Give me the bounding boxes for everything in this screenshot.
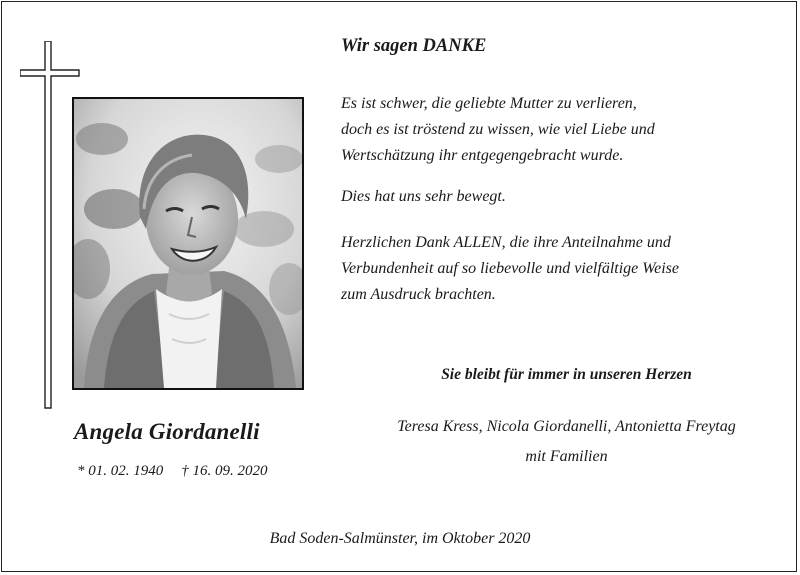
paragraph-loss <box>341 91 655 169</box>
paragraph-line: zum Ausdruck brachten. <box>341 286 496 303</box>
paragraph-line: Wertschätzung ihr entgegengebracht wurde. <box>341 147 624 164</box>
birth-date: * 01. 02. 1940 <box>77 463 164 479</box>
death-date: † 16. 09. 2020 <box>181 463 268 479</box>
paragraph-line: Verbundenheit auf so liebevolle und vielfältige Weise <box>341 260 679 277</box>
place-and-date: Bad Soden-Salmünster, im Oktober 2020 <box>269 530 531 547</box>
life-dates <box>77 463 317 480</box>
paragraph-moved <box>341 184 506 210</box>
paragraph-thanks <box>341 230 679 308</box>
cross-icon <box>20 41 80 409</box>
family-signature <box>310 412 800 472</box>
portrait-photo <box>72 97 304 390</box>
notice-heading: Wir sagen DANKE <box>341 36 487 56</box>
family-names: Teresa Kress, Nicola Giordanelli, Antonietta Freytag <box>397 418 736 435</box>
paragraph-line: Herzlichen Dank ALLEN, die ihre Anteilnahme und <box>341 234 671 251</box>
deceased-name: Angela Giordanelli <box>74 419 260 444</box>
memorial-motto: Sie bleibt für immer in unseren Herzen <box>441 366 692 383</box>
paragraph-line: Dies hat uns sehr bewegt. <box>341 188 506 205</box>
paragraph-line: doch es ist tröstend zu wissen, wie viel Liebe und <box>341 121 655 138</box>
paragraph-line: Es ist schwer, die geliebte Mutter zu verlieren, <box>341 95 637 112</box>
family-suffix: mit Familien <box>525 448 608 465</box>
